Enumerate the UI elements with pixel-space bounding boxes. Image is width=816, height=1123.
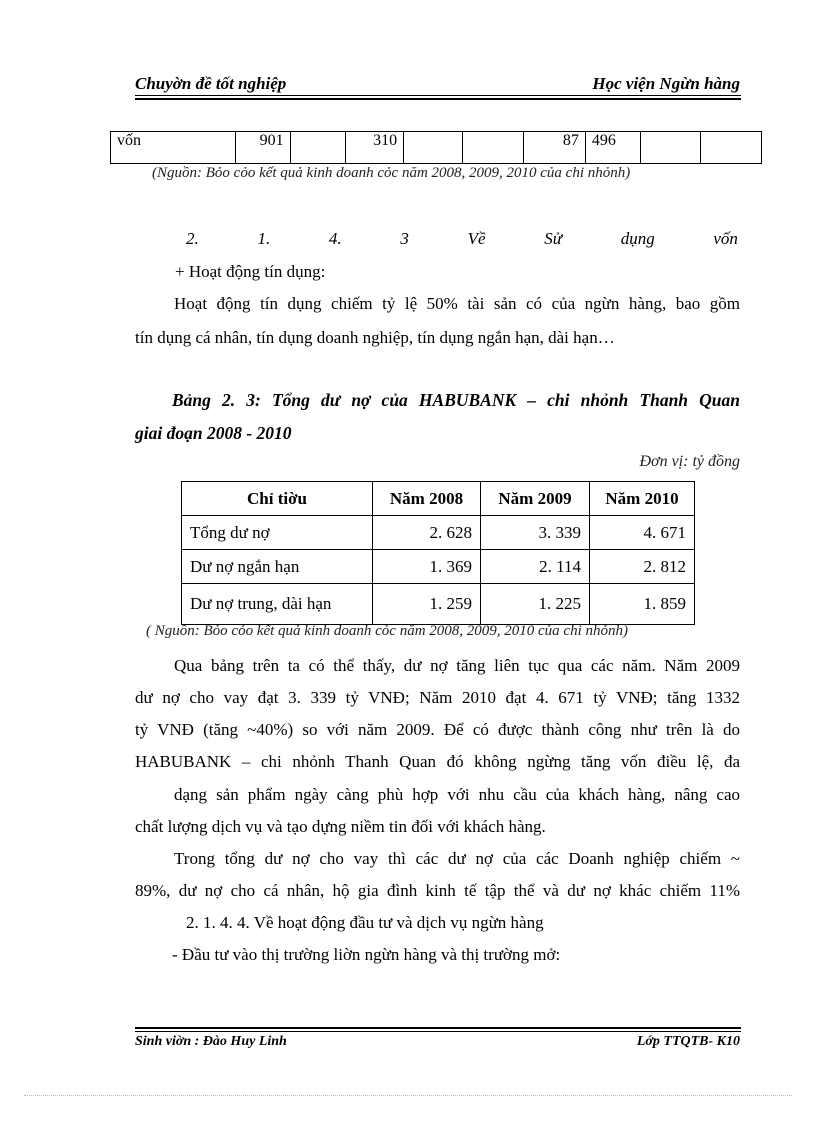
table-row (111, 132, 762, 164)
table-row (182, 550, 695, 584)
table-row (182, 584, 695, 625)
paragraph-line: Qua bảng trên ta có thể thấy, dư nợ tăng liên tục qua các năm. Năm 2009 (174, 656, 740, 675)
source-note-main: ( Nguồn: Bỏo cỏo kết quả kinh doanh cỏc năm 2008, 2009, 2010 của chi nhỏnh) (146, 623, 628, 639)
paragraph-line: 89%, dư nợ cho cá nhân, hộ gia đình kinh tế tập thể và dư nợ khác chiếm 11% (135, 881, 740, 900)
table-row (182, 516, 695, 550)
capital-table-fragment (110, 131, 762, 164)
unit-note: Đơn vị: tỷ đồng (639, 453, 740, 470)
table-cell (641, 132, 701, 164)
loan-balance-table (181, 481, 695, 625)
paragraph-line: chất lượng dịch vụ và tạo dựng niềm tin đối với khách hàng. (135, 817, 546, 836)
paragraph-line: tín dụng cá nhân, tín dụng doanh nghiệp, tín dụng ngắn hạn, dài hạn… (135, 328, 615, 347)
header-rule (135, 95, 741, 96)
row-label: Dư nợ trung, dài hạn (182, 584, 373, 625)
table-cell: 2. 812 (590, 550, 695, 584)
table-cell: 2. 628 (373, 516, 481, 550)
table-cell (463, 132, 524, 164)
column-header: Năm 2010 (590, 482, 695, 516)
table-cell: 901 (236, 132, 290, 164)
paragraph-line: Hoạt động tín dụng chiếm tỷ lệ 50% tài sản có của ngừn hàng, bao gồm (174, 294, 740, 313)
header-right: Học viện Ngừn hàng (592, 74, 740, 93)
paragraph-line: Trong tổng dư nợ cho vay thì các dư nợ của các Doanh nghiệp chiếm ~ (174, 849, 740, 868)
table-cell: 310 (345, 132, 403, 164)
header-left: Chuyờn đề tốt nghiệp (135, 74, 287, 93)
column-header: Chỉ tiờu (182, 482, 373, 516)
table-cell: 87 (523, 132, 585, 164)
table-cell: 1. 859 (590, 584, 695, 625)
table-cell: 3. 339 (481, 516, 590, 550)
table-cell (404, 132, 463, 164)
table-header-row (182, 482, 695, 516)
page-bottom-dotted-line (24, 1095, 792, 1096)
column-header: Năm 2009 (481, 482, 590, 516)
paragraph-line: dạng sản phẩm ngày càng phù hợp với nhu cầu của khách hàng, nâng cao (174, 785, 740, 804)
footer-rule (135, 1031, 741, 1032)
table-cell: 1. 259 (373, 584, 481, 625)
credit-heading: + Hoạt động tín dụng: (175, 262, 326, 281)
paragraph-line: - Đầu tư vào thị trường liờn ngừn hàng và thị trường mở: (172, 945, 561, 964)
table-cell (290, 132, 345, 164)
table-title-cont: giai đoạn 2008 - 2010 (135, 423, 292, 443)
subsection-heading: 2. 1. 4. 4. Về hoạt động đầu tư và dịch vụ ngừn hàng (186, 913, 544, 932)
table-cell: 1. 225 (481, 584, 590, 625)
column-header: Năm 2008 (373, 482, 481, 516)
header-rule-thick (135, 98, 741, 100)
paragraph-line: HABUBANK – chi nhỏnh Thanh Quan đó không ngừng tăng vốn điều lệ, đa (135, 752, 740, 771)
paragraph-line: tỷ VNĐ (tăng ~40%) so với năm 2009. Để có được thành công như trên là do (135, 720, 740, 739)
row-label: Tổng dư nợ (182, 516, 373, 550)
table-cell: 2. 114 (481, 550, 590, 584)
footer-right: Lớp TTQTB- K10 (636, 1034, 740, 1049)
paragraph-line: dư nợ cho vay đạt 3. 339 tỷ VNĐ; Năm 2010 đạt 4. 671 tỷ VNĐ; tăng 1332 (135, 688, 740, 707)
source-note-top: (Nguồn: Bỏo cỏo kết quả kinh doanh cỏc năm 2008, 2009, 2010 của chi nhỏnh) (152, 165, 631, 181)
row-label: Dư nợ ngắn hạn (182, 550, 373, 584)
table-cell: 4. 671 (590, 516, 695, 550)
footer-left: Sinh viờn : Đào Huy Linh (135, 1034, 287, 1049)
table-title: Bảng 2. 3: Tổng dư nợ của HABUBANK – chi nhỏnh Thanh Quan (172, 390, 740, 410)
table-cell: 496 (585, 132, 640, 164)
table-cell: vốn (111, 132, 236, 164)
section-heading: 2. 1. 4. 3 Về Sử dụng vốn (186, 229, 738, 248)
table-cell: 1. 369 (373, 550, 481, 584)
footer-rule-thick (135, 1027, 741, 1029)
table-cell (701, 132, 762, 164)
